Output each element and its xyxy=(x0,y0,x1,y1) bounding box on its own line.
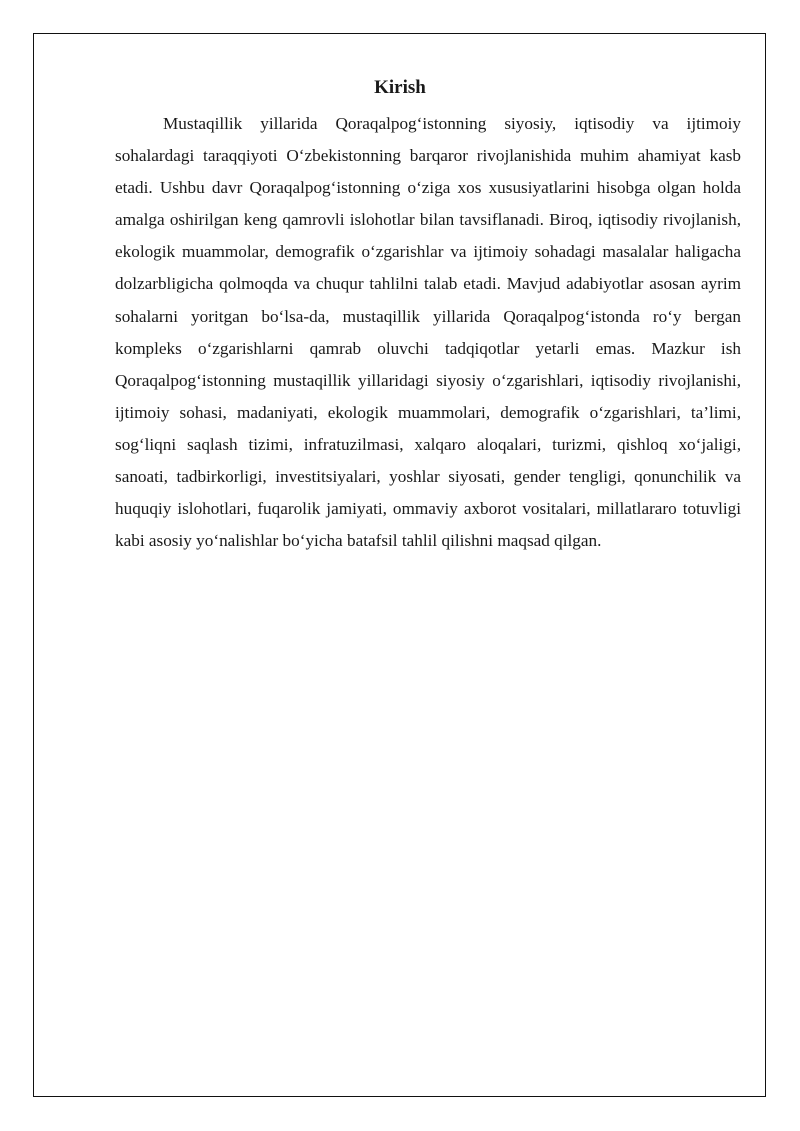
body-paragraph: Mustaqillik yillarida Qoraqalpog‘istonning siyosiy, iqtisodiy va ijtimoiy sohalardagi taraqqiyoti O‘zbekistonning barqaror rivojlanishida muhim ahamiyat kasb etadi. Ushbu davr Qoraqalpog‘istonning o‘ziga xos xususiyatlarini hisobga olgan holda amalga oshirilgan keng qamrovli islohotlar bilan tavsiflanadi. Biroq, iqtisodiy rivojlanish, ekologik muammolar, demografik o‘zgarishlar va ijtimoiy sohadagi masalalar haligacha dolzarbligicha qolmoqda va chuqur tahlilni talab etadi. Mavjud adabiyotlar asosan ayrim sohalarni yoritgan bo‘lsa-da, mustaqillik yillarida Qoraqalpog‘istonda ro‘y bergan kompleks o‘zgarishlarni qamrab oluvchi tadqiqotlar yetarli emas. Mazkur ish Qoraqalpog‘istonning mustaqillik yillaridagi siyosiy o‘zgarishlari, iqtisodiy rivojlanishi, ijtimoiy sohasi, madaniyati, ekologik muammolari, demografik o‘zgarishlari, ta’limi, sog‘liqni saqlash tizimi, infratuzilmasi, xalqaro aloqalari, turizmi, qishloq xo‘jaligi, sanoati, tadbirkorligi, investitsiyalari, yoshlar siyosati, gender tengligi, qonunchilik va huquqiy islohotlari, fuqarolik jamiyati, ommaviy axborot vositalari, millatlararo totuvligi kabi asosiy yo‘nalishlar bo‘yicha batafsil tahlil qilishni maqsad qilgan. xyxy=(115,114,741,551)
page-title: Kirish xyxy=(374,77,426,98)
